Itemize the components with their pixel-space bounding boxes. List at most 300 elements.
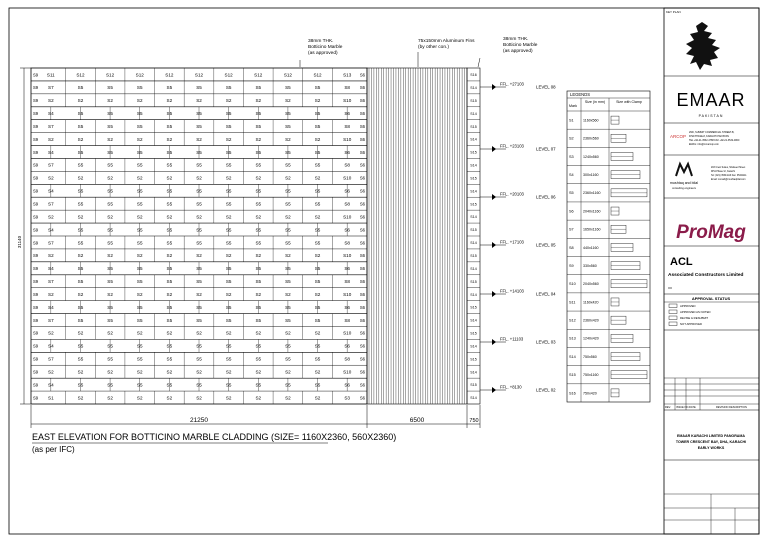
level-name: LEVEL 07 [536,146,556,152]
panel-edge-right: S6 [359,136,365,142]
panel-code: S2 [196,175,202,181]
legend-header-mark: Mark [569,104,577,108]
legend-table [567,91,650,402]
panel-edge-left: S9 [33,266,39,272]
panel-edge-left: S9 [33,149,39,155]
edge-code: S15 [470,331,477,336]
panel-code: S2 [196,369,202,375]
panel-code: S2 [255,330,262,336]
panel-code: S5 [196,227,202,233]
panel-code: S2 [77,330,84,336]
panel-code: S5 [314,188,321,194]
panel-edge-left: S9 [33,175,39,181]
panel-code: S5 [136,85,143,91]
legend-mark: S2 [569,136,574,141]
panel-edge-left: S9 [33,343,39,349]
panel-code: S4 [48,304,54,310]
panel-code: S2 [77,291,84,297]
edge-code: S14 [470,292,477,297]
panel-code: S2 [166,330,173,336]
edge-code: S15 [470,383,477,388]
panel-edge-right: S6 [359,317,365,323]
panel-edge-right: S6 [359,175,365,181]
panel-code: S5 [77,123,84,129]
panel-code: S2 [314,369,321,375]
panel-code: S5 [225,304,232,310]
panel-code: S2 [77,214,84,220]
panel-code: S2 [314,214,321,220]
panel-code: S5 [136,111,143,117]
legend-outline [567,91,650,402]
panel-code: S2 [166,253,173,259]
panel-code: S2 [77,175,84,181]
contractor-name: Associated Constructors Limited [668,273,744,278]
panel-edge-left: S9 [33,317,39,323]
dim-total-width: 21250 [189,417,209,424]
panel-code: S12 [313,72,322,78]
panel-code: S8 [344,123,350,129]
panel-code: S5 [225,266,232,272]
panel-code: S5 [314,123,321,129]
panel-code: S5 [225,201,232,207]
legend-size: 2040x560 [583,282,599,287]
panel-code: S12 [135,72,144,78]
panel-code: S5 [285,201,291,207]
panel-code: S8 [344,279,350,285]
panel-code: S2 [285,330,291,336]
panel-edge-left: S9 [33,72,39,78]
panel-code: S5 [196,304,202,310]
panel-code: S6 [344,343,350,349]
panel-code: S5 [77,382,84,388]
panel-edge-right: S6 [359,253,365,259]
panel-code: S2 [255,395,262,401]
consultant1-address-1: 2ND, SUMMIT COMMERCIAL STREET-B, [689,131,735,134]
consultant2-name: mushtaq and bilal [669,181,699,185]
pm-logo: ProMag [676,222,746,243]
project-line-1: EMAAR KARACHI LIMITED PANORAMA [676,434,746,438]
panel-edge-right: S6 [359,343,365,349]
panel-code: S5 [196,111,202,117]
panel-code: S5 [77,279,84,285]
panel-code: S8 [344,85,350,91]
panel-code: S5 [255,279,262,285]
legend-mark: S4 [569,173,574,178]
panel-edge-left: S9 [33,85,39,91]
panel-edge-left: S9 [33,369,39,375]
legend-size: 440x1160 [583,245,599,250]
legend-size: 2360x420 [583,318,599,323]
panel-code: S5 [285,162,291,168]
fins-outline [367,68,467,404]
consultant2-address-4: Email: consult@mushtaqbilal.com [711,179,746,181]
legend-size: 300x1160 [583,173,599,178]
panel-edge-left: S9 [33,111,39,117]
panel-code: S2 [225,369,232,375]
panel-code: S2 [196,214,202,220]
panel-code: S5 [225,382,232,388]
panel-code: S2 [285,136,291,142]
panel-edge-right: S6 [359,72,365,78]
consultant2-address-2: DHA Phase-VI, Karachi [711,171,735,173]
panel-code: S2 [196,291,202,297]
panel-code: S2 [285,98,291,104]
level-ffl: FFL. +11103 [500,336,524,342]
panel-code: S8 [344,356,350,362]
panel-code: S2 [196,253,202,259]
panel-code: S5 [255,343,262,349]
panel-edge-left: S9 [33,356,39,362]
consultant1-address-2: DHA PHASE-8, KARACHI PAKISTAN [689,135,729,138]
panel-edge-left: S9 [33,291,39,297]
level-ffl: FFL. +20103 [500,191,524,197]
legend-mark: S9 [569,263,574,268]
panel-code: S2 [48,98,54,104]
legend-mark: S8 [569,245,574,250]
panel-code: S2 [166,98,173,104]
edge-code: S16 [470,73,477,78]
annotation-marble-left-line1: 38mm THK. [308,39,334,44]
panel-code: S5 [255,266,262,272]
level-marker-icon [492,194,496,200]
panel-code: S2 [225,98,232,104]
panel-code: S2 [48,330,54,336]
panel-code: S5 [314,85,321,91]
panel-code: S2 [166,214,173,220]
panel-code: S3 [344,395,350,401]
panel-code: S2 [225,253,232,259]
panel-code: S7 [48,201,54,207]
approval-item-2: APPROVED AS NOTED [680,310,711,314]
legend-size: 1160x560 [583,118,599,123]
edge-code: S15 [470,253,477,258]
panel-code: S2 [136,330,143,336]
panel-code: S4 [48,382,54,388]
panel-code: S10 [343,291,352,297]
level-ffl: FFL. +14103 [500,288,524,294]
panel-code: S4 [48,266,54,272]
panel-code: S2 [166,369,173,375]
legend-mark: S3 [569,154,574,159]
panel-code: S5 [77,266,84,272]
panel-code: S5 [107,201,113,207]
panel-code: S2 [225,330,232,336]
panel-code: S8 [344,240,350,246]
panel-code: S2 [225,136,232,142]
panel-edge-right: S6 [359,188,365,194]
panel-edge-left: S9 [33,227,39,233]
panel-code: S6 [344,111,350,117]
level-marker-icon [492,84,496,90]
annotation-marble-right-line1: 38mm THK. [503,37,529,42]
legend-size: 750x420 [583,391,597,396]
panel-code: S5 [166,343,173,349]
panel-code: S2 [107,253,113,259]
panel-code: S2 [166,136,173,142]
panel-code: S5 [314,343,321,349]
panel-code: S5 [285,304,291,310]
level-name: LEVEL 03 [536,339,556,345]
panel-edge-right: S6 [359,162,365,168]
panel-code: S6 [344,304,350,310]
panel-code: S5 [77,111,84,117]
legend-title: LEGENDS [570,92,591,97]
panel-code: S2 [225,291,232,297]
panel-code: S2 [314,330,321,336]
level-name: LEVEL 02 [536,387,556,393]
panel-code: S5 [225,85,232,91]
panel-code: S2 [285,369,291,375]
panel-code: S12 [283,72,293,78]
panel-code: S5 [255,356,262,362]
panel-code: S5 [166,201,173,207]
approval-item-3: REVISE & RESUBMIT [680,316,709,320]
panel-edge-right: S6 [359,291,365,297]
annotation-marble-left [300,38,343,67]
panel-code: S5 [255,227,262,233]
level-name: LEVEL 08 [536,84,556,90]
panel-code: S2 [314,136,321,142]
annotation-fins-line1: 75x150mm Aluminum Fins [418,39,475,44]
panel-code: S2 [107,175,113,181]
panel-code: S5 [166,240,173,246]
panel-code: S5 [166,382,173,388]
panel-code: S2 [196,136,202,142]
legend-mark: S13 [569,336,576,341]
panel-code: S5 [314,227,321,233]
panel-code: S7 [48,279,54,285]
panel-code: S2 [255,369,262,375]
panel-edge-right: S6 [359,98,365,104]
panel-code: S5 [77,162,84,168]
panel-code: S2 [107,395,113,401]
revision-table [664,378,759,410]
consultant1-address-4: EMAIL: info@mmarcop.com [689,143,719,146]
panel-code: S11 [46,72,55,78]
panel-code: S5 [166,266,173,272]
panel-code: S5 [77,85,84,91]
panel-code: S7 [48,317,54,323]
panel-code: S5 [196,201,202,207]
panel-edge-right: S6 [359,356,365,362]
panel-code: S5 [314,149,321,155]
panel-code: S5 [77,356,84,362]
annotation-marble-right-line3: (as approved) [503,49,533,54]
edge-code: S14 [470,344,477,349]
panel-code: S5 [285,188,291,194]
legend-header-clamp: Size with Clamp [616,100,642,104]
panel-code: S5 [107,111,113,117]
panel-edge-right: S6 [359,369,365,375]
panel-code: S5 [285,356,291,362]
panel-code: S5 [136,240,143,246]
panel-code: S5 [107,382,113,388]
rev-header-rev: REV. [665,406,671,409]
panel-code: S5 [285,111,291,117]
panel-code: S5 [314,111,321,117]
panel-code: S5 [225,279,232,285]
panel-code: S5 [196,123,202,129]
legend-mark: S1 [569,118,574,123]
panel-edge-right: S6 [359,201,365,207]
panel-code: S2 [136,253,143,259]
panel-code: S5 [225,227,232,233]
panel-edge-left: S9 [33,330,39,336]
level-name: LEVEL 04 [536,291,556,297]
legend-size: 750x560 [583,354,597,359]
panel-code: S12 [165,72,174,78]
panel-code: S2 [107,214,113,220]
panel-code: S2 [136,291,143,297]
panel-code: S2 [196,98,202,104]
panel-code: S2 [314,291,321,297]
panel-code: S2 [255,214,262,220]
panel-code: S2 [255,253,262,259]
panel-code: S5 [196,317,202,323]
client-sub: PAKISTAN [698,114,724,118]
panel-code: S5 [225,317,232,323]
edge-code: S15 [470,124,477,129]
panel-code: S5 [285,240,291,246]
panel-code: S5 [77,343,84,349]
legend-size: 1650x1160 [583,227,601,232]
panel-code: S10 [343,369,352,375]
panel-code: S8 [344,162,350,168]
legend-size: 1240x560 [583,154,599,159]
panel-code: S5 [77,149,84,155]
panel-code: S2 [136,369,143,375]
panel-code: S2 [285,291,291,297]
panel-code: S5 [77,188,84,194]
panel-code: S5 [314,201,321,207]
panel-code: S5 [166,279,173,285]
panel-edge-left: S9 [33,136,39,142]
level-ffl: FFL. +8130 [500,384,522,390]
panel-code: S2 [225,214,232,220]
panel-code: S2 [77,395,84,401]
panel-code: S5 [255,201,262,207]
approval-title: APPROVAL STATUS [691,296,731,301]
level-ffl: FFL. +17103 [500,239,524,245]
edge-column [467,68,480,404]
panel-code: S5 [225,343,232,349]
panel-code: S5 [285,85,291,91]
legend-size: 2360x560 [583,136,599,141]
panel-code: S5 [285,123,291,129]
panel-code: S5 [136,201,143,207]
panel-code: S2 [107,369,113,375]
edge-code: S15 [470,150,477,155]
panel-code: S2 [107,291,113,297]
rev-header-date: DATE [689,406,696,409]
dim-fins: 6500 [409,417,425,424]
panel-code: S5 [166,317,173,323]
panel-code: S5 [196,356,202,362]
panel-code: S5 [255,317,262,323]
panel-code: S5 [107,304,113,310]
panel-code: S2 [285,395,291,401]
annotation-fins-line2: (by other con.) [418,45,449,50]
panel-code: S5 [225,149,232,155]
panel-code: S2 [77,136,84,142]
panel-edge-left: S9 [33,123,39,129]
panel-code: S5 [285,266,291,272]
legend-mark: S5 [569,191,574,196]
panel-code: S5 [166,123,173,129]
legend-size: 330x560 [583,263,597,268]
panel-code: S5 [225,123,232,129]
panel-code: S2 [166,175,173,181]
annotation-marble-left-line3: (as approved) [308,51,338,56]
project-line-2: TOWER CRESCENT BAY, DHA, KARACHI [675,440,747,444]
level-marker-icon [492,339,496,345]
legend-mark: S15 [569,373,576,378]
panel-edge-left: S9 [33,201,39,207]
legend-mark: S16 [569,391,576,396]
edge-code: S15 [470,357,477,362]
panel-code: S7 [48,85,54,91]
consultant2-address-1: 203 Crest Suites, Shaheed Street [711,167,746,169]
panel-code: S5 [136,227,143,233]
panel-code: S5 [107,123,113,129]
panel-edge-right: S6 [359,111,365,117]
drawing-subtitle: (as per IFC) [32,445,75,454]
panel-code: S6 [344,227,350,233]
panel-code: S12 [105,72,115,78]
panel-code: S5 [314,279,321,285]
panel-code: S5 [196,279,202,285]
dim-end: 750 [469,418,479,424]
panel-code: S5 [166,111,173,117]
panel-code: S5 [255,162,262,168]
panel-code: S5 [136,356,143,362]
panel-edge-right: S6 [359,395,365,401]
panel-edge-right: S6 [359,279,365,285]
edge-code: S15 [470,98,477,103]
panel-code: S5 [255,123,262,129]
consultant2-logo-icon [676,164,692,176]
panel-code: S5 [136,304,143,310]
panel-code: S5 [285,317,291,323]
panel-code: S5 [77,240,84,246]
panel-code: S8 [344,317,350,323]
client-logo: EMAAR [676,90,746,110]
panel-code: S2 [255,291,262,297]
panel-code: S5 [225,356,232,362]
panel-code: S10 [343,175,352,181]
panel-edge-right: S6 [359,214,365,220]
consultant2-address-3: Tel: (021) 35341113 Fax: 35341111 [711,175,747,177]
approval-checkbox-4 [669,322,677,326]
panel-code: S5 [225,188,232,194]
panel-code: S5 [285,227,291,233]
panel-code: S5 [314,382,321,388]
panel-code: S5 [255,188,262,194]
panel-code: S4 [48,149,54,155]
panel-code: S5 [136,317,143,323]
panel-edge-left: S9 [33,98,39,104]
panel-code: S2 [196,330,202,336]
consultant2-sub: consulting engineers [672,187,696,190]
panel-code: S5 [196,266,202,272]
legend-header-size: Size (in mm) [584,100,606,104]
panel-code: S5 [196,382,202,388]
panel-edge-left: S9 [33,253,39,259]
panel-code: S2 [314,175,321,181]
panel-code: S10 [343,253,352,259]
edge-code: S15 [470,279,477,284]
panel-edge-right: S6 [359,123,365,129]
